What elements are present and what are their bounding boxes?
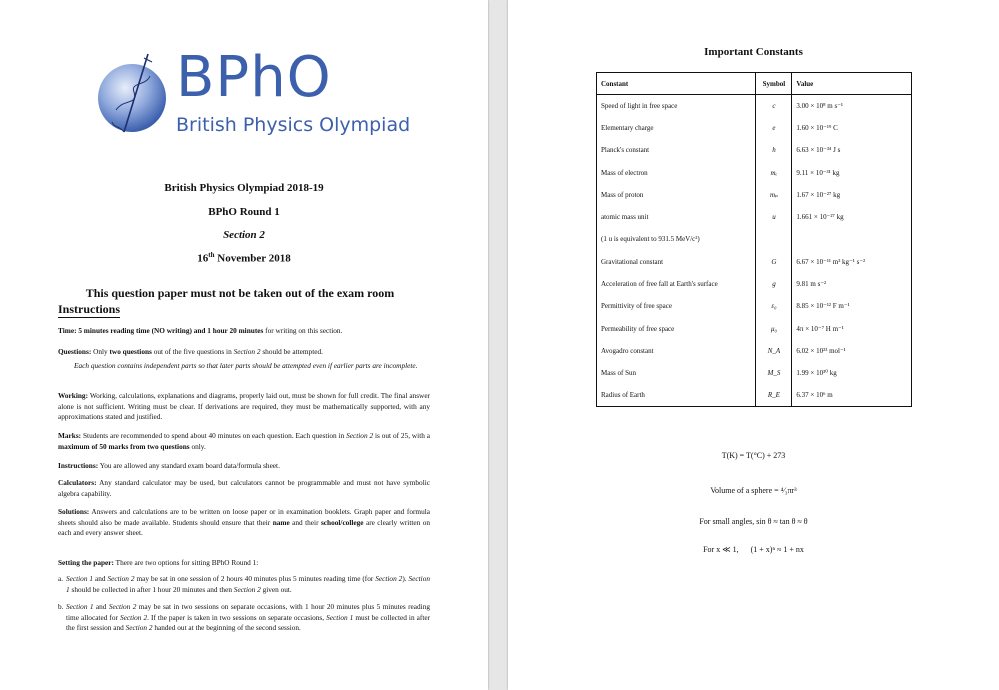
constants-row xyxy=(597,251,912,273)
calc-label: Calculators: xyxy=(58,478,97,487)
solutions-paragraph xyxy=(58,507,430,539)
constants-row xyxy=(597,384,912,406)
cell-constant: (1 u is equivalent to 931.5 MeV/c²) xyxy=(597,228,756,250)
marks-text-c: only. xyxy=(189,441,206,451)
constants-row xyxy=(597,295,912,317)
cell-value: 1.661 × 10⁻²⁷ kg xyxy=(796,213,844,222)
formula-small-angles: For small angles, sin θ ≈ tan θ ≈ θ xyxy=(699,517,808,526)
instructions-heading: Instructions xyxy=(58,302,121,316)
cell-value: 6.63 × 10⁻³⁴ J s xyxy=(796,146,841,155)
cell-value: 4π × 10⁻⁷ H m⁻¹ xyxy=(796,324,844,333)
formula-sheet-paragraph xyxy=(58,461,430,472)
sol-bold-name: name xyxy=(272,517,290,527)
paper-section: Section 2 xyxy=(223,229,265,241)
cell-value: 9.81 m s⁻² xyxy=(796,280,827,289)
paper-title: British Physics Olympiad 2018-19 xyxy=(164,182,324,194)
time-text: for writing on this section. xyxy=(263,326,343,335)
option-b xyxy=(58,602,430,634)
time-label: Time: 5 minutes reading time (NO writing) and 1 hour 20 minutes xyxy=(58,326,264,335)
cell-constant: Permeability of free space xyxy=(597,317,756,339)
cell-value: 1.60 × 10⁻¹⁹ C xyxy=(796,123,838,132)
cell-constant: atomic mass unit xyxy=(597,206,756,228)
option-a xyxy=(58,574,430,595)
option-b-text xyxy=(66,602,430,634)
setting-text: There are two options for sitting BPhO Round 1: xyxy=(113,558,259,567)
exam-room-warning: This question paper must not be taken out of the exam room xyxy=(85,286,395,300)
date-rest: November 2018 xyxy=(214,252,291,265)
option-a-t1: and xyxy=(93,574,108,583)
header-value: Value xyxy=(792,73,912,95)
page-right xyxy=(508,0,999,690)
constants-row xyxy=(597,184,912,206)
questions-note xyxy=(74,361,422,372)
constants-table xyxy=(596,72,912,407)
working-text: Working, calculations, explanations and diagrams, properly laid out, must be shown for full credit. The final answer alone is not sufficient. Writing must be clear. If derivations are required, they must be mathematically supported, with any approximations stated and justified. xyxy=(58,391,430,422)
cell-value xyxy=(792,228,912,250)
sol-text-b: and their xyxy=(289,517,321,527)
marks-paragraph xyxy=(58,431,430,452)
cell-symbol: g xyxy=(756,273,792,295)
cell-symbol: N_A xyxy=(756,340,792,362)
marks-label: Marks: xyxy=(58,431,82,440)
option-a-i2: Section 2 xyxy=(107,574,135,583)
cell-symbol: G xyxy=(756,251,792,273)
cell-symbol: e xyxy=(756,117,792,139)
cell-value: 6.67 × 10⁻¹¹ m³ kg⁻¹ s⁻² xyxy=(796,257,866,266)
formula-sphere: Volume of a sphere = ⁴⁄₃πr³ xyxy=(710,486,797,495)
questions-text-b: out of the five questions in xyxy=(151,347,234,356)
marks-italic: Section 2 xyxy=(346,431,374,440)
option-b-i1: Section 1 xyxy=(66,602,94,611)
cell-constant: Speed of light in free space xyxy=(597,95,756,117)
cell-constant: Acceleration of free fall at Earth's surface xyxy=(597,273,756,295)
header-symbol: Symbol xyxy=(756,73,792,95)
cell-symbol: R_E xyxy=(756,384,792,406)
paper-date xyxy=(0,251,488,265)
constants-row xyxy=(597,139,912,161)
date-day: 16 xyxy=(197,252,209,265)
working-label: Working: xyxy=(58,391,89,400)
cell-constant: Radius of Earth xyxy=(597,384,756,406)
option-a-text xyxy=(66,574,430,595)
globe-logo-icon xyxy=(94,48,174,148)
constants-row xyxy=(597,340,912,362)
logo-subtitle: British Physics Olympiad xyxy=(176,114,411,136)
cell-symbol: μ₀ xyxy=(756,317,792,339)
paper-round: BPhO Round 1 xyxy=(208,206,280,218)
cell-symbol: mₑ xyxy=(756,161,792,183)
cell-symbol: M_S xyxy=(756,362,792,384)
constants-row xyxy=(597,206,912,228)
cell-value: 6.37 × 10⁶ m xyxy=(796,391,833,400)
cell-constant: Planck's constant xyxy=(597,139,756,161)
option-a-i4: Section 1 xyxy=(66,574,430,594)
cell-value: 6.02 × 10²³ mol⁻¹ xyxy=(796,346,846,355)
time-paragraph xyxy=(58,326,430,337)
option-b-i5: Section 2 xyxy=(125,623,153,633)
option-b-i3: Section 2 xyxy=(119,612,148,622)
date-suffix: th xyxy=(208,251,215,259)
option-a-i3: Section 2 xyxy=(375,574,403,583)
option-b-i2: Section 2 xyxy=(108,602,137,611)
cell-symbol: ε₀ xyxy=(756,295,792,317)
questions-note-text: Each question contains independent parts so that later parts should be attempted even if earlier parts are incomplete. xyxy=(74,361,418,370)
constants-header-row xyxy=(597,73,912,95)
cell-constant: Elementary charge xyxy=(597,117,756,139)
header-constant: Constant xyxy=(597,73,756,95)
questions-label: Questions: xyxy=(58,347,92,356)
bpho-logo xyxy=(94,45,411,148)
cell-value: 9.11 × 10⁻³¹ kg xyxy=(796,168,840,177)
constants-row xyxy=(597,362,912,384)
constants-row xyxy=(597,95,912,117)
cell-symbol xyxy=(756,228,792,250)
cell-symbol: mₚ xyxy=(756,184,792,206)
calculators-paragraph xyxy=(58,478,430,499)
questions-italic: Section 2 xyxy=(233,347,261,356)
cell-constant: Avogadro constant xyxy=(597,340,756,362)
cell-symbol: u xyxy=(756,206,792,228)
cell-value: 1.67 × 10⁻²⁷ kg xyxy=(796,190,841,199)
questions-text-a: Only xyxy=(91,347,110,356)
option-a-i1: Section 1 xyxy=(66,574,94,583)
questions-paragraph xyxy=(58,347,430,358)
cell-value: 3.00 × 10⁸ m s⁻¹ xyxy=(796,101,844,110)
cell-value: 8.85 × 10⁻¹² F m⁻¹ xyxy=(796,302,850,311)
logo-word: BPhO xyxy=(176,45,332,110)
formula-binomial-line xyxy=(508,545,999,554)
sol-text-a: Answers and calculations are to be written on loose paper or in examination booklets. Graph paper and formula sheets should also be made available. Students should ensure that their xyxy=(58,507,430,527)
marks-text-a: Students are recommended to spend about 40 minutes on each question. Each question in xyxy=(81,431,347,440)
option-b-t3: . If the paper is taken in two sessions on separate occasions, xyxy=(147,612,327,622)
constants-row xyxy=(597,228,912,250)
page-left xyxy=(0,0,488,690)
constants-title: Important Constants xyxy=(704,46,803,58)
instr-label: Instructions: xyxy=(58,461,99,470)
option-b-t2: may be sat in two sessions on separate occasions, with 1 hour 20 minutes plus 5 minutes reading time allocated for xyxy=(66,602,430,622)
cell-constant: Permittivity of free space xyxy=(597,295,756,317)
setting-label: Setting the paper: xyxy=(58,558,114,567)
marks-text-b: is out of 25, with a xyxy=(373,431,430,440)
option-a-label: a. xyxy=(58,574,64,583)
constants-row xyxy=(597,273,912,295)
marks-bold: maximum of 50 marks from two questions xyxy=(58,441,190,451)
option-b-t4: must be collected in after the first session and xyxy=(66,612,431,633)
option-b-i4: Section 1 xyxy=(326,612,354,622)
cell-constant: Mass of proton xyxy=(597,184,756,206)
working-paragraph xyxy=(58,391,430,423)
questions-bold: two questions xyxy=(109,347,152,356)
formula-binomial-condition: For x ≪ 1, xyxy=(703,545,739,554)
constants-row xyxy=(597,161,912,183)
constants-row xyxy=(597,117,912,139)
cell-symbol: h xyxy=(756,139,792,161)
option-a-t2: may be sat in one session of 2 hours 40 minutes plus 5 minutes reading time (for xyxy=(134,574,376,583)
cell-value: 1.99 × 10³⁰ kg xyxy=(796,369,837,378)
cell-constant: Mass of electron xyxy=(597,161,756,183)
option-a-t5: given out. xyxy=(260,584,292,594)
calc-text: Any standard calculator may be used, but calculators cannot be programmable and must not have symbolic algebra capability. xyxy=(58,478,430,498)
sol-label: Solutions: xyxy=(58,507,90,516)
constants-body xyxy=(597,95,912,407)
sol-bold-school: school/college xyxy=(320,517,364,527)
option-a-t4: should be collected in after 1 hour 20 minutes and then xyxy=(69,584,234,594)
formula-temperature: T(K) = T(°C) + 273 xyxy=(721,451,786,460)
option-b-t1: and xyxy=(93,602,109,611)
sol-text-c: are clearly written on each and every answer sheet. xyxy=(58,517,430,538)
formula-binomial: (1 + x)ⁿ ≈ 1 + nx xyxy=(750,545,804,554)
instr-text: You are allowed any standard exam board data/formula sheet. xyxy=(98,461,280,470)
option-a-t3: ). xyxy=(402,574,409,583)
setting-paragraph xyxy=(58,558,430,569)
cell-constant: Mass of Sun xyxy=(597,362,756,384)
constants-row xyxy=(597,317,912,339)
option-a-i5: Section 2 xyxy=(233,584,261,594)
cell-constant: Gravitational constant xyxy=(597,251,756,273)
option-b-t5: handed out at the beginning of the second session. xyxy=(152,623,301,633)
questions-text-c: should be attempted. xyxy=(260,347,323,356)
option-b-label: b. xyxy=(58,602,64,611)
cell-symbol: c xyxy=(756,95,792,117)
